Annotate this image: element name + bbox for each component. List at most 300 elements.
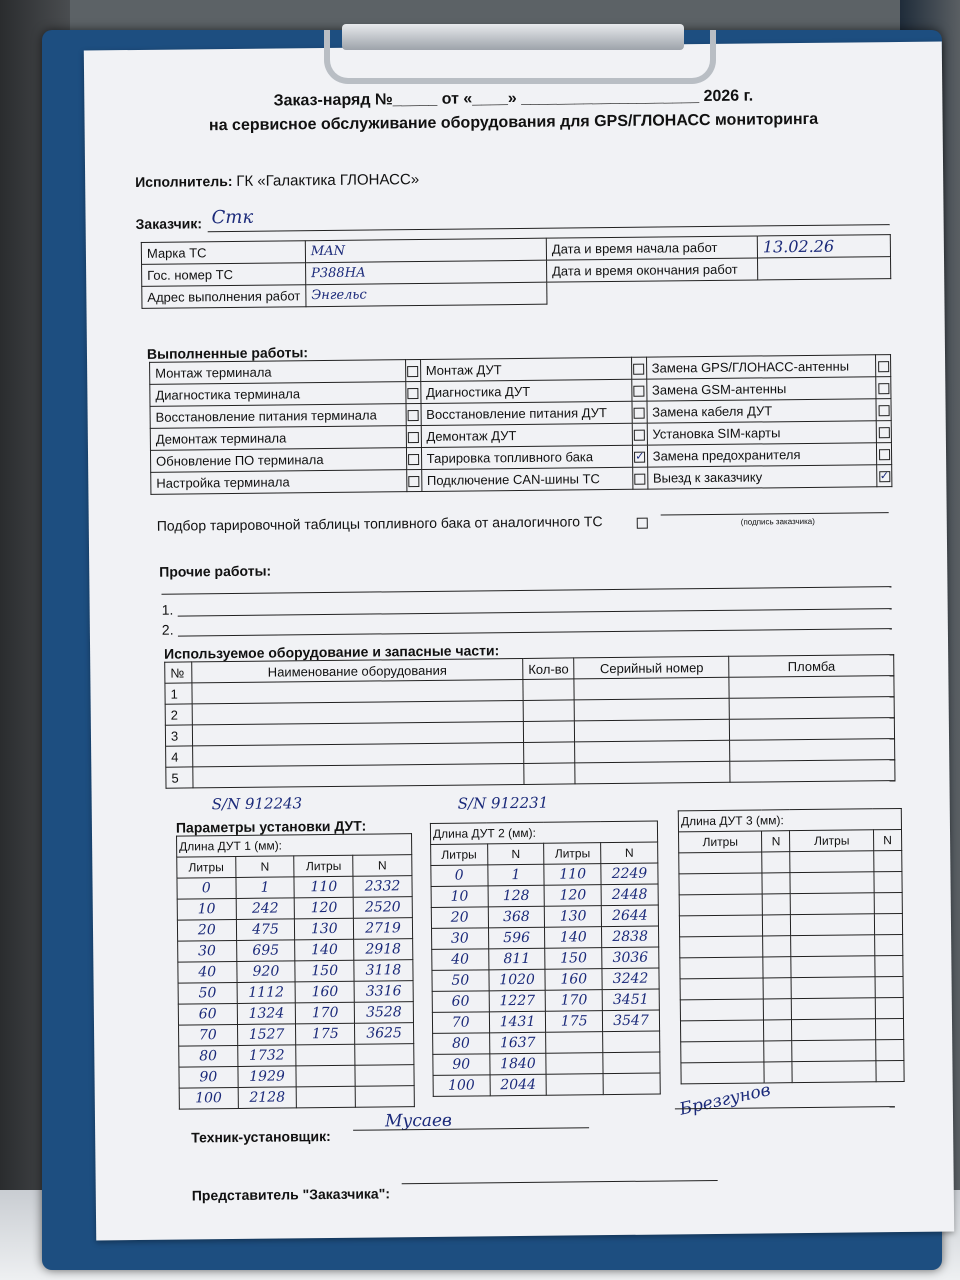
work-item-checkbox[interactable] — [878, 427, 889, 438]
work-item-label: Монтаж терминала — [150, 360, 406, 385]
work-item-label: Замена предохранителя — [647, 443, 877, 467]
work-item-checkbox-cell — [631, 357, 646, 379]
work-item-checkbox-cell — [406, 470, 421, 492]
work-item-checkbox[interactable] — [878, 361, 889, 372]
equipment-cell — [523, 721, 575, 743]
dut-cell: 2448 — [601, 884, 658, 906]
dut-row — [177, 876, 412, 899]
works-title: Выполненные работы: — [146, 344, 309, 362]
dut-cell: 150 — [295, 960, 354, 982]
dut-row — [432, 989, 659, 1012]
dut-cell: 80 — [433, 1033, 490, 1055]
equipment-row-num: 1 — [165, 683, 192, 704]
dut-cell: 2838 — [602, 926, 659, 948]
dut3-table — [678, 808, 905, 1084]
dut-cell — [874, 872, 902, 893]
dut-header-liters: Литры — [544, 843, 601, 865]
dut-cell: 1324 — [237, 1003, 296, 1025]
brand-label: Марка ТС — [141, 241, 305, 265]
dut-cell — [355, 1065, 414, 1087]
work-item-label: Тарировка топливного бака — [421, 445, 632, 469]
executor-label: Исполнитель: — [135, 172, 233, 190]
dut-cell: 20 — [431, 907, 488, 929]
dut-length-label: Длина ДУТ 1 (мм): — [177, 834, 412, 857]
equipment-cell — [730, 697, 895, 720]
equipment-cell — [730, 739, 895, 762]
dut-cell: 1112 — [237, 982, 296, 1004]
dut-cell: 0 — [431, 865, 488, 887]
dut-row — [179, 1044, 414, 1067]
dut-cell — [764, 999, 792, 1020]
clip-wire — [324, 30, 716, 84]
address-value: Энгельс — [306, 282, 547, 307]
customer-rep-label: Представитель "Заказчика": — [191, 1185, 391, 1204]
dut-cell: 140 — [295, 939, 354, 961]
dut-row — [432, 968, 659, 991]
work-item-checkbox[interactable]: ✓ — [879, 470, 890, 483]
dut-row — [431, 863, 658, 886]
dut-cell — [875, 976, 903, 997]
dut-cell: 160 — [545, 969, 602, 991]
equipment-cell — [730, 760, 895, 783]
dut-cell — [679, 852, 762, 874]
equipment-cell — [524, 763, 576, 785]
dut-cell: 3528 — [354, 1002, 413, 1024]
other-item-2: 2. — [161, 621, 174, 638]
dut-cell: 1527 — [237, 1024, 296, 1046]
dut-cell: 1020 — [489, 969, 546, 991]
dut-cell — [792, 998, 875, 1020]
dut-cell: 596 — [488, 927, 545, 949]
work-item-label: Восстановление питания ДУТ — [421, 401, 632, 425]
work-item-checkbox-cell — [405, 360, 420, 382]
tech-label: Техник-установщик: — [191, 1127, 331, 1146]
work-item-checkbox[interactable] — [633, 386, 644, 397]
work-item-label: Замена GPS/ГЛОНАСС-антенны — [646, 355, 876, 379]
dut-row — [432, 947, 659, 970]
dut-cell: 30 — [178, 940, 237, 962]
dut-header-n: N — [873, 830, 901, 851]
dut-cell — [875, 1018, 903, 1039]
dut-cell — [355, 1044, 414, 1066]
brand-value: MAN — [305, 238, 546, 263]
dut-cell: 2719 — [353, 918, 412, 940]
work-item-checkbox-cell — [876, 355, 891, 377]
equipment-header-seal: Пломба — [729, 655, 894, 678]
work-item-label: Монтаж ДУТ — [420, 357, 631, 381]
other-line-2 — [178, 628, 892, 636]
equipment-cell — [575, 698, 730, 721]
equipment-cell — [729, 676, 894, 699]
dut-cell — [791, 914, 874, 936]
dut-header-liters: Литры — [679, 831, 762, 853]
dut-cell — [680, 936, 763, 958]
dut-row — [177, 918, 412, 941]
dut-cell — [875, 997, 903, 1018]
dut-cell — [874, 934, 902, 955]
executor-row — [135, 171, 419, 191]
dut-cell — [679, 915, 762, 937]
work-item-checkbox[interactable] — [407, 366, 418, 377]
dut-length-label: Длина ДУТ 2 (мм): — [430, 821, 657, 844]
dut-cell: 80 — [179, 1045, 238, 1067]
address-label: Адрес выполнения работ — [142, 285, 306, 309]
dut-row — [680, 997, 903, 1020]
work-item-checkbox-cell — [876, 377, 891, 399]
dut-cell: 170 — [296, 1002, 355, 1024]
dut-cell — [680, 1020, 763, 1042]
dut-cell: 695 — [236, 940, 295, 962]
dut-cell — [875, 1039, 903, 1060]
equipment-cell — [524, 742, 576, 764]
dut-cell — [874, 893, 902, 914]
dut-header-n: N — [235, 856, 294, 878]
dut-cell — [681, 1041, 764, 1063]
dut-row — [680, 955, 903, 978]
equipment-cell — [575, 740, 730, 763]
dut-cell — [355, 1086, 414, 1108]
equipment-cell — [730, 718, 895, 741]
dut-cell — [874, 914, 902, 935]
dut-row — [680, 934, 903, 957]
dut-cell: 130 — [295, 918, 354, 940]
dut-cell — [764, 1020, 792, 1041]
dut-header-liters: Литры — [177, 856, 236, 878]
dut-cell — [546, 1053, 603, 1075]
work-item-label: Диагностика терминала — [150, 382, 406, 407]
dut-row — [681, 1039, 904, 1062]
dut-cell: 2918 — [354, 939, 413, 961]
plate-value: Р388НА — [305, 260, 546, 285]
equipment-row-num: 3 — [165, 725, 192, 746]
dut-row — [177, 897, 412, 920]
tech-signature-1: Мусаев — [384, 1110, 453, 1132]
end-label: Дата и время окончания работ — [546, 258, 757, 282]
dut-cell — [296, 1065, 355, 1087]
dut2-serial: S/N 912231 — [457, 793, 549, 813]
dut-cell: 30 — [432, 928, 489, 950]
dut-cell — [790, 872, 873, 894]
dut1-serial: S/N 912243 — [211, 794, 303, 814]
dut-cell: 475 — [236, 919, 295, 941]
work-item-checkbox-cell — [876, 421, 891, 443]
equipment-row-num: 2 — [165, 704, 192, 725]
dut-cell: 368 — [488, 906, 545, 928]
equipment-header-name: Наименование оборудования — [192, 658, 523, 682]
work-item-checkbox[interactable] — [408, 432, 419, 443]
dut-cell — [763, 957, 791, 978]
dut-row — [178, 939, 413, 962]
other-item-1: 1. — [161, 601, 174, 618]
equipment-title: Используемое оборудование и запасные части: — [164, 642, 500, 662]
dut-cell — [679, 873, 762, 895]
work-item-checkbox[interactable] — [408, 476, 419, 487]
signature-caption: (подпись заказчика) — [740, 516, 815, 527]
dut-cell: 1431 — [489, 1011, 546, 1033]
work-item-checkbox-cell — [631, 379, 646, 401]
work-item-checkbox-cell — [876, 399, 891, 421]
dut2-table — [430, 821, 661, 1097]
selection-checkbox[interactable] — [637, 518, 648, 529]
work-item-checkbox-cell — [406, 448, 421, 470]
dut-row — [679, 872, 902, 895]
work-item-checkbox-cell — [876, 443, 891, 465]
dut-cell: 110 — [294, 876, 353, 898]
work-item-checkbox-cell — [406, 426, 421, 448]
dut-cell — [679, 894, 762, 916]
customer-handwritten: Стк — [211, 206, 254, 229]
dut-cell — [681, 1062, 764, 1084]
dut-title: Параметры установки ДУТ: — [175, 817, 367, 836]
dut-cell — [680, 999, 763, 1021]
work-order-sheet — [84, 42, 954, 1241]
dut-row — [179, 1065, 414, 1088]
signature-line — [661, 512, 889, 515]
work-item-checkbox[interactable] — [634, 430, 645, 441]
dut-cell — [603, 1052, 660, 1074]
dut-cell: 2249 — [601, 863, 658, 885]
work-item-label: Настройка терминала — [151, 470, 407, 495]
dut-length-label: Длина ДУТ 3 (мм): — [678, 809, 901, 832]
dut-cell: 811 — [488, 948, 545, 970]
dut-cell: 10 — [431, 886, 488, 908]
dut-cell: 1929 — [237, 1066, 296, 1088]
work-item-checkbox[interactable] — [408, 454, 419, 465]
dut-cell: 170 — [546, 990, 603, 1012]
dut-cell — [873, 851, 901, 872]
dut-cell — [762, 852, 790, 873]
dut-row — [179, 1086, 414, 1109]
works-table — [149, 354, 892, 495]
dut-cell — [603, 1031, 660, 1053]
dut-cell — [547, 1074, 604, 1096]
dut-header-liters: Литры — [790, 830, 873, 852]
start-value: 13.02.26 — [757, 235, 890, 258]
dut-cell: 3242 — [602, 968, 659, 990]
dut-header-n: N — [601, 842, 658, 864]
dut-header-n: N — [762, 831, 790, 852]
dut-cell: 1732 — [237, 1045, 296, 1067]
dut-header-n: N — [487, 843, 544, 865]
dut-cell: 50 — [432, 970, 489, 992]
equipment-header-serial: Серийный номер — [574, 656, 729, 679]
dut-cell — [603, 1073, 660, 1095]
dut-cell: 100 — [179, 1087, 238, 1109]
dut-row — [432, 1010, 659, 1033]
equipment-row-num: 5 — [166, 767, 193, 788]
dut-cell: 2644 — [601, 905, 658, 927]
dut-cell: 70 — [432, 1012, 489, 1034]
work-item-label: Обновление ПО терминала — [150, 448, 406, 473]
work-item-label: Установка SIM-карты — [647, 421, 877, 445]
dut-header-liters: Литры — [294, 855, 353, 877]
vehicle-table — [141, 234, 892, 309]
dut-cell: 40 — [178, 961, 237, 983]
dut-cell: 175 — [546, 1011, 603, 1033]
dut-cell: 150 — [545, 948, 602, 970]
tech-signature-2: Брезгунов — [677, 1080, 773, 1120]
dut-cell: 50 — [178, 982, 237, 1004]
dut-cell — [763, 936, 791, 957]
work-item-checkbox-cell — [632, 445, 647, 467]
executor-value: ГК «Галактика ГЛОНАСС» — [236, 171, 420, 190]
dut-cell: 100 — [433, 1075, 490, 1097]
dut-cell: 20 — [177, 919, 236, 941]
dut-row — [433, 1031, 660, 1054]
dut-cell: 110 — [544, 864, 601, 886]
work-item-checkbox[interactable] — [878, 383, 889, 394]
dut-row — [433, 1052, 660, 1075]
plate-label: Гос. номер ТС — [142, 263, 306, 287]
dut-cell: 10 — [177, 898, 236, 920]
dut-cell: 2520 — [353, 897, 412, 919]
dut-cell — [763, 915, 791, 936]
dut-cell: 3451 — [602, 989, 659, 1011]
dut-cell: 0 — [177, 877, 236, 899]
work-item-label: Выезд к заказчику — [647, 465, 877, 489]
work-item-label: Диагностика ДУТ — [420, 379, 631, 403]
equipment-cell — [574, 677, 729, 700]
dut-cell — [875, 955, 903, 976]
work-item-checkbox[interactable] — [634, 474, 645, 485]
dut-cell — [764, 1041, 792, 1062]
dut-row — [679, 914, 902, 937]
dut-cell: 3547 — [602, 1010, 659, 1032]
dut-cell — [762, 873, 790, 894]
work-item-label: Замена кабеля ДУТ — [647, 399, 877, 423]
dut-cell — [792, 1061, 875, 1083]
dut-cell: 175 — [296, 1023, 355, 1045]
dut-cell: 3316 — [354, 981, 413, 1003]
title-line-1: Заказ-наряд №_____ от «____» ____________________ 2026 г. — [273, 87, 754, 110]
dut-cell — [792, 1040, 875, 1062]
clipboard — [42, 30, 942, 1270]
work-item-checkbox-cell — [877, 465, 892, 487]
dut-row — [432, 926, 659, 949]
dut-cell — [546, 1032, 603, 1054]
dut-cell: 90 — [179, 1066, 238, 1088]
equipment-cell — [575, 719, 730, 742]
equipment-header-num: № — [165, 662, 192, 683]
work-item-label: Подключение CAN-шины ТС — [421, 467, 632, 491]
equipment-cell — [193, 763, 524, 787]
dut-row — [178, 1002, 413, 1025]
equipment-table — [164, 654, 895, 789]
dut-cell: 2128 — [238, 1087, 297, 1109]
start-label: Дата и время начала работ — [546, 236, 757, 260]
work-item-checkbox-cell — [632, 401, 647, 423]
equipment-row-num: 4 — [166, 746, 193, 767]
dut-cell — [792, 977, 875, 999]
selection-label: Подбор тарировочной таблицы топливного бака от аналогичного ТС — [156, 513, 603, 534]
customer-line — [208, 224, 890, 232]
title-line-2: на сервисное обслуживание оборудования для GPS/ГЛОНАСС мониторинга — [208, 110, 819, 135]
work-item-checkbox[interactable] — [408, 410, 419, 421]
dut-header-liters: Литры — [431, 844, 488, 866]
dut-row — [178, 981, 413, 1004]
equipment-cell — [575, 761, 730, 784]
dut-cell — [792, 1019, 875, 1041]
dut-row — [680, 1018, 903, 1041]
dut-cell: 920 — [236, 961, 295, 983]
dut-cell: 3625 — [355, 1023, 414, 1045]
dut-cell — [791, 935, 874, 957]
dut-cell: 1637 — [489, 1032, 546, 1054]
dut-row — [179, 1023, 414, 1046]
dut-cell — [296, 1044, 355, 1066]
equipment-header-qty: Кол-во — [523, 658, 575, 680]
dut-header-n: N — [353, 855, 412, 877]
equipment-cell — [523, 700, 575, 722]
dut-cell — [876, 1060, 904, 1081]
end-value — [757, 257, 890, 280]
work-item-checkbox-cell — [632, 423, 647, 445]
dut-row — [431, 905, 658, 928]
dut-row — [178, 960, 413, 983]
dut-cell: 1 — [487, 864, 544, 886]
work-item-label: Демонтаж ДУТ — [421, 423, 632, 447]
work-item-label: Замена GSM-антенны — [646, 377, 876, 401]
dut-row — [431, 884, 658, 907]
dut-cell: 130 — [545, 906, 602, 928]
dut-cell: 60 — [178, 1003, 237, 1025]
work-item-checkbox-cell — [632, 467, 647, 489]
dut-cell: 2332 — [353, 876, 412, 898]
dut-cell: 160 — [296, 981, 355, 1003]
work-item-checkbox[interactable] — [633, 364, 644, 375]
dut-cell: 120 — [545, 885, 602, 907]
work-item-checkbox[interactable] — [878, 405, 889, 416]
dut-cell — [791, 893, 874, 915]
dut-cell: 1 — [236, 877, 295, 899]
dut1-table — [176, 833, 415, 1109]
dut-cell: 40 — [432, 949, 489, 971]
dut-cell: 120 — [295, 897, 354, 919]
work-item-label: Демонтаж терминала — [150, 426, 406, 451]
other-line-1 — [178, 608, 892, 616]
work-item-checkbox[interactable] — [634, 408, 645, 419]
work-item-checkbox-cell — [405, 382, 420, 404]
dut-cell: 2044 — [490, 1074, 547, 1096]
work-item-checkbox[interactable]: ✓ — [635, 450, 645, 463]
dut-cell: 70 — [179, 1024, 238, 1046]
dut-cell — [790, 851, 873, 873]
dut-cell: 3036 — [602, 947, 659, 969]
dut-cell — [680, 978, 763, 1000]
work-item-label: Восстановление питания терминала — [150, 404, 406, 429]
work-item-checkbox[interactable] — [879, 449, 890, 460]
customer-rep-line — [402, 1180, 718, 1184]
dut-cell: 140 — [545, 927, 602, 949]
other-works-title: Прочие работы: — [159, 562, 272, 580]
dut-cell: 60 — [432, 991, 489, 1013]
dut-row — [433, 1073, 660, 1096]
equipment-cell — [523, 679, 575, 701]
work-item-checkbox-cell — [406, 404, 421, 426]
dut-row — [680, 976, 903, 999]
dut-cell — [762, 894, 790, 915]
dut-cell — [297, 1086, 356, 1108]
dut-cell — [791, 956, 874, 978]
dut-cell: 242 — [236, 898, 295, 920]
dut-row — [681, 1060, 904, 1083]
work-item-checkbox[interactable] — [407, 388, 418, 399]
dut-cell — [680, 957, 763, 979]
dut-row — [679, 851, 902, 874]
dut-cell: 1227 — [489, 990, 546, 1012]
dut-cell: 90 — [433, 1054, 490, 1076]
dut-row — [679, 893, 902, 916]
